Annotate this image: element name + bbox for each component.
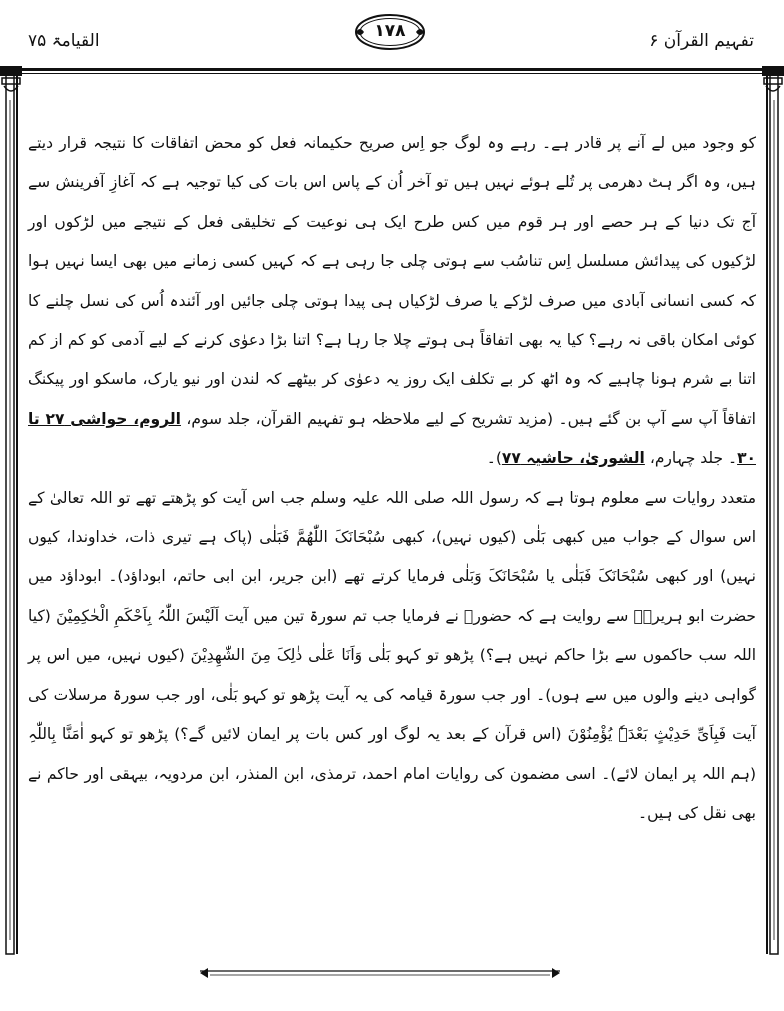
cross-reference: الشوریٰ، حاشیہ ۷۷ xyxy=(501,449,645,468)
paragraph-text: )۔ xyxy=(486,449,502,468)
cross-reference: الروم، حواشی ۲۷ تا ۳۰ xyxy=(28,409,756,468)
page-number-badge xyxy=(353,12,427,52)
paragraph xyxy=(28,479,756,834)
page-header xyxy=(0,0,784,62)
paragraph-text: متعدد روایات سے معلوم ہوتا ہے کہ رسول اللہ صلی اللہ علیہ وسلم جب اس آیت کو پڑھتے تھے تو اللہ تعالیٰ کے اس سوال کے جواب میں کبھی بَلٰی (کیوں نہیں)، کبھی سُبْحَانَکَ اللّٰھُمَّ فَبَلٰی (پاک ہے تیری ذات، خداوندا، کیوں نہیں) اور کبھی سُبْحَانَکَ فَبَلٰی یا سُبْحَانَکَ وَبَلٰی فرمایا کرتے تھے (ابن جریر، ابن ابی حاتم، ابوداؤد)۔ ابوداؤد میں حضرت ابو ہریرہؓ سے روایت ہے کہ حضورؐ نے فرمایا جب تم سورۃ تین میں آیت اَلَیْسَ اللّٰہُ بِاَحْکَمِ الْحٰکِمِیْنَ (کیا اللہ سب حاکموں سے بڑا حاکم نہیں ہے؟) پڑھو تو کہو بَلٰی وَاَنَا عَلٰی ذٰلِکَ مِنَ الشّٰھِدِیْنَ (کیوں نہیں، میں اس پر گواہی دینے والوں میں سے ہوں)۔ اور جب سورۃ قیامہ کی یہ آیت پڑھو تو کہو بَلٰی، اور جب سورۃ مرسلات کی آیت فَبِاَیِّ حَدِیْثٍ بَعْدَہٗ یُؤْمِنُوْنَ (اس قرآن کے بعد یہ لوگ اور کس بات پر ایمان لائیں گے؟) پڑھو تو کہو اٰمَنَّا بِاللّٰہِ (ہم اللہ پر ایمان لائے)۔ اسی مضمون کی روایات امام احمد، ترمذی، ابن المنذر، ابن مردویہ، بیہقی اور حاکم نے بھی نقل کی ہیں۔ xyxy=(28,488,756,822)
book-title: تفہیم القرآن ۶ xyxy=(649,31,754,51)
page-body xyxy=(28,124,756,833)
paragraph-text: ۔ جلد چہارم، xyxy=(649,449,738,468)
paragraph-text: کو وجود میں لے آنے پر قادر ہے۔ رہے وہ لوگ جو اِس صریح حکیمانہ فعل کو محض اتفاقات کا نتیجہ قرار دیتے ہیں، وہ اگر ہٹ دھرمی پر تُلے ہوئے نہیں ہیں تو آخر اُن کے پاس اس بات کی کیا توجیہ ہے کہ آغازِ آفرینش سے آج تک دنیا کے ہر حصے اور ہر قوم میں کس طرح ایک ہی نوعیت کے تخلیقی فعل کے نتیجے میں لڑکوں اور لڑکیوں کی پیدائش مسلسل اِس تناسُب سے ہوتی چلی جا رہی ہے کہ کہیں کسی زمانے میں بھی ایسا نہیں ہوا کہ کسی انسانی آبادی میں صرف لڑکے یا صرف لڑکیاں ہی پیدا ہوتی چلی جائیں اور آئندہ اُس کی نسل چلنے کا کوئی امکان باقی نہ رہے؟ کیا یہ بھی اتفاقاً ہی ہوتے چلا جا رہا ہے؟ اتنا بڑا دعوٰی کرنے کے لیے آدمی کو کم از کم اتنا بے شرم ہونا چاہیے کہ وہ اٹھ کر بے تکلف ایک روز یہ دعوٰی کر بیٹھے کہ لندن اور نیو یارک، ماسکو اور پیکنگ اتفاقاً آپ سے آپ بن گئے ہیں۔ (مزید تشریح کے لیے ملاحظہ ہو تفہیم القرآن، جلد سوم، xyxy=(28,134,756,428)
page-number: ۱۷۸ xyxy=(374,21,406,41)
divider-ornament-icon xyxy=(200,965,560,981)
chapter-name: القیامۃ ۷۵ xyxy=(28,31,100,51)
paragraph xyxy=(28,124,756,479)
